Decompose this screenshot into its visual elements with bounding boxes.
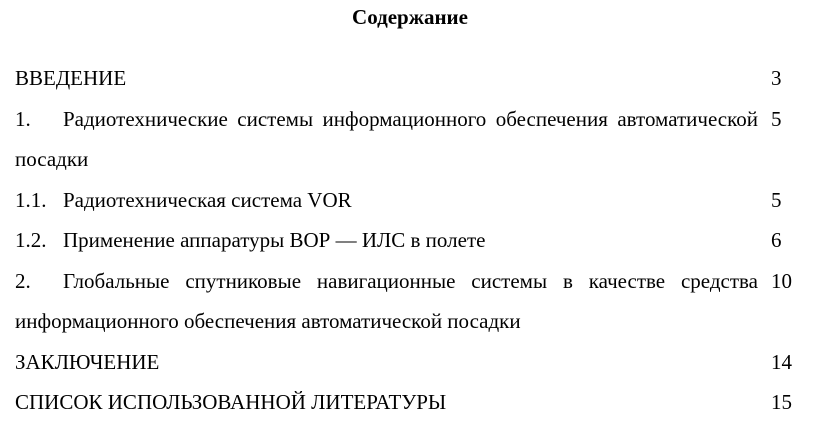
toc-entry-number: 2. xyxy=(15,268,31,293)
toc-entry-page: 5 xyxy=(771,106,782,131)
toc-entry-text-wrap xyxy=(15,220,758,261)
toc-entry-page: 5 xyxy=(771,187,782,212)
toc-entry-section-1-1 xyxy=(15,180,805,221)
toc-title: Содержание xyxy=(352,5,468,29)
toc-entry-text: ВВЕДЕНИЕ xyxy=(15,66,127,90)
toc-entry-text: СПИСОК ИСПОЛЬЗОВАННОЙ ЛИТЕРАТУРЫ xyxy=(15,390,447,414)
toc-entry-page: 10 xyxy=(771,268,792,293)
toc-entry-conclusion xyxy=(15,342,805,383)
toc-entry-text: Радиотехническая система VOR xyxy=(63,187,352,212)
toc-entry-section-1 xyxy=(15,99,805,180)
toc-entry-introduction xyxy=(15,58,805,99)
toc-entry-text-wrap xyxy=(15,261,758,342)
toc-entry-text: Радиотехнические системы информационного обеспечения автоматической посадки xyxy=(15,106,758,171)
toc-entry-page: 3 xyxy=(771,66,782,90)
toc-entry-page: 6 xyxy=(771,228,782,252)
toc-entry-text: ЗАКЛЮЧЕНИЕ xyxy=(15,349,160,374)
toc-entry-text: Применение аппаратуры ВОР — ИЛС в полете xyxy=(63,228,486,252)
toc-entry-text-wrap xyxy=(15,99,758,180)
toc-entry-references xyxy=(15,382,805,423)
table-of-contents xyxy=(15,58,805,423)
toc-entry-number: 1.1. xyxy=(15,187,47,212)
toc-entry-section-1-2 xyxy=(15,220,805,261)
toc-entry-number: 1.2. xyxy=(15,228,47,252)
toc-entry-number: 1. xyxy=(15,106,31,131)
toc-entry-page: 14 xyxy=(771,349,792,374)
toc-entry-section-2 xyxy=(15,261,805,342)
toc-entry-text: Глобальные спутниковые навигационные системы в качестве средства информационного обеспечения автоматической посадки xyxy=(15,268,758,333)
toc-entry-text-wrap xyxy=(15,180,758,221)
toc-entry-page: 15 xyxy=(771,390,792,414)
